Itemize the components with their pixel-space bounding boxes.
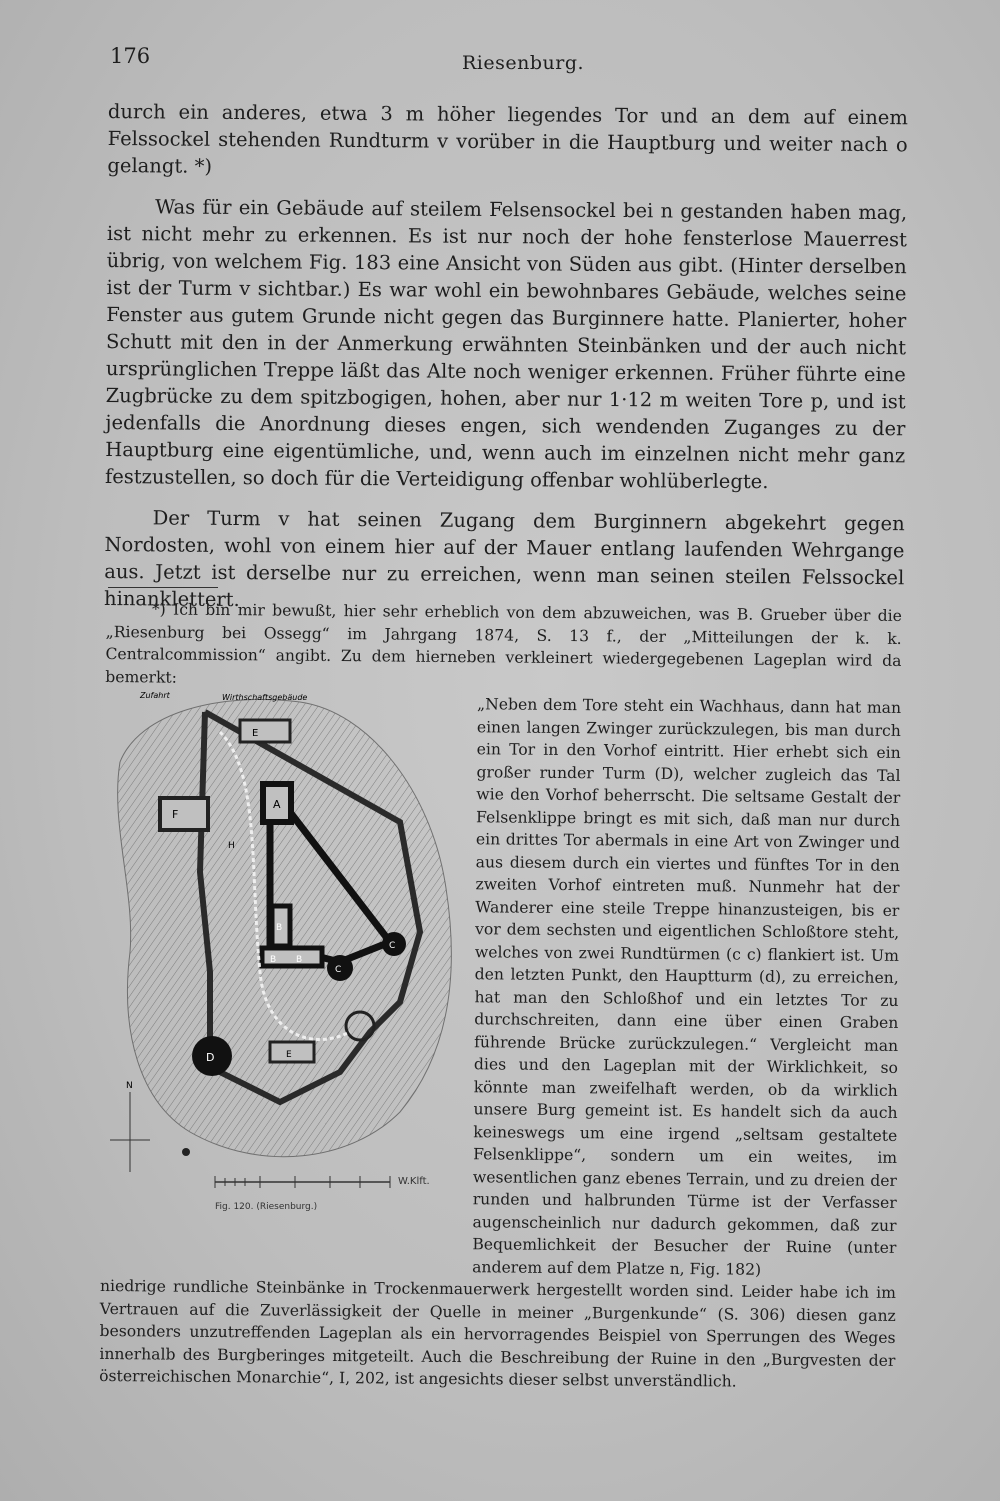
survey-point — [182, 1148, 190, 1156]
building-e-bottom — [270, 1042, 314, 1062]
page-number: 176 — [110, 44, 151, 68]
label-e-bottom: E — [286, 1050, 292, 1060]
site-plan-drawing — [100, 672, 470, 1212]
building-e-top — [240, 720, 290, 742]
paragraph: Was für ein Gebäude auf steilem Felsensockel bei n gestanden haben mag, ist nicht mehr zu erkennen. Es ist nur noch der hohe fensterlose Mauerrest übrig, von welchem Fig. 183 eine Ansicht von Süden aus gibt. (Hinter derselben ist der Turm v sichtbar.) Es war wohl ein bewohnbares Gebäude, welches seine Fenster aus gutem Grunde nicht gegen das Burginnere hatte. Planierter, hoher Schutt mit den in der Anmerkung erwähnten Steinbänken und der auch nicht ursprünglichen Treppe läßt das Alte noch weniger erkennen. Früher führte eine Zugbrücke zu dem spitzbogigen, hohen, aber nur 1·12 m weiten Tore p, und ist jedenfalls die Anordnung dieses engen, sich wendenden Zuganges zu der Hauptburg eine eigentümliche, und, wenn auch im einzelnen nicht mehr ganz festzustellen, so doch für die Verteidigung offenbar wohlüberlegte. — [104, 195, 908, 494]
label-h: H — [228, 841, 235, 851]
footnote-continuation: niedrige rundliche Steinbänke in Trockenmauerwerk hergestellt worden sind. Leider habe ich im Vertrauen auf die Zuverlässigkeit der Quelle in meiner „Burgenkunde“ (S. 306) diesen ganz besonders unzutreffenden Lageplan als ein hervorragendes Beispiel von Sperrungen des Weges innerhalb des Burgberinges mitgeteilt. Auch die Beschreibung der Ruine in den „Burgvesten der österreichischen Monarchie“, I, 202, ist angesichts dieser selbst unverständlich. — [99, 1276, 897, 1391]
north-label: N — [126, 1081, 133, 1091]
footnote-quote: „Neben dem Tore steht ein Wachhaus, dann hat man einen langen Zwinger zurückzulegen, bis man durch ein Tor in den Vorhof eintritt. Hier erhebt sich ein großer runder Turm (D), welcher zugleich das Tal wie den Vorhof beherrscht. Die seltsame Gestalt der Felsenklippe bringt es mit sich, daß man nur durch ein drittes Tor abermals in eine Art von Zwinger und aus diesem durch ein viertes und fünftes Tor in den zweiten Vorhof eintreten muß. Nunmehr hat der Wanderer eine steile Treppe hinanzusteigen, bis er vor dem sechsten und eigentlichen Schloßtore steht, welches von zwei Rundtürmen (c c) flankiert ist. Um den letzten Punkt, den Hauptturm (d), zu erreichen, hat man den Schloßhof und ein letztes Tor zu durchschreiten, dann eine über einen Graben führende Brücke zurückzulegen.“ Vergleicht man dies und den Lageplan mit der Wirklichkeit, so könnte man zweifelhaft werden, ob da wirklich unsere Burg gemeint ist. Es handelt sich da auch keineswegs um eine irgend „seltsam gestaltete Felsenklippe“, sondern um ein weites, im wesentlichen ganz ebenes Terrain, und zu dreien der runden und halbrunden Türme ist der Verfasser augenscheinlich nur dadurch gekommen, daß zur Bequemlichkeit der Besucher der Ruine (unter anderem auf dem Platze n, Fig. 182) — [472, 695, 902, 1279]
label-e-top: E — [252, 728, 259, 739]
figure-caption: Fig. 120. (Riesenburg.) — [215, 1202, 318, 1212]
paragraph: Der Turm v hat seinen Zugang dem Burginnern abgekehrt gegen Nordosten, wohl von einem hier auf der Mauer entlang laufenden Wehrgange aus. Jetzt ist derselbe nur zu erreichen, wenn man seinen steilen Felssockel hinanklettert. — [103, 506, 905, 612]
building-f — [160, 798, 208, 830]
label-c-1: C — [335, 965, 342, 975]
running-title: Riesenburg. — [462, 52, 585, 74]
paragraph: durch ein anderes, etwa 3 m höher liegendes Tor und an dem auf einem Felssockel stehenden Rundturm v vorüber in die Hauptburg und weiter nach o gelangt. *) — [107, 99, 908, 178]
label-b-3: B — [296, 955, 303, 965]
label-b-1: B — [276, 923, 283, 933]
castle-site-plan — [100, 672, 470, 1232]
label-b-2: B — [270, 955, 277, 965]
scale-unit-label: W.Klft. — [398, 1176, 430, 1187]
label-wirtschaftsgebaeude: Wirthschaftsgebäude — [222, 693, 308, 702]
label-a: A — [273, 798, 281, 811]
label-zufahrt: Zufahrt — [140, 691, 170, 700]
label-f: F — [172, 808, 179, 821]
main-text — [104, 98, 908, 632]
footnote-intro: *) Ich bin mir bewußt, hier sehr erheblich von dem abzuweichen, was B. Grueber über die „Riesenburg bei Ossegg“ im Jahrgang 1874, S. 13 f., der „Mitteilungen der k. k. Centralcommission“ angibt. Zu dem hierneben verkleinert wiedergegebenen Lageplan wird da bemerkt: — [105, 600, 902, 687]
footnote-rule — [108, 587, 218, 588]
label-d: D — [206, 1051, 215, 1064]
label-c-2: C — [389, 941, 396, 951]
